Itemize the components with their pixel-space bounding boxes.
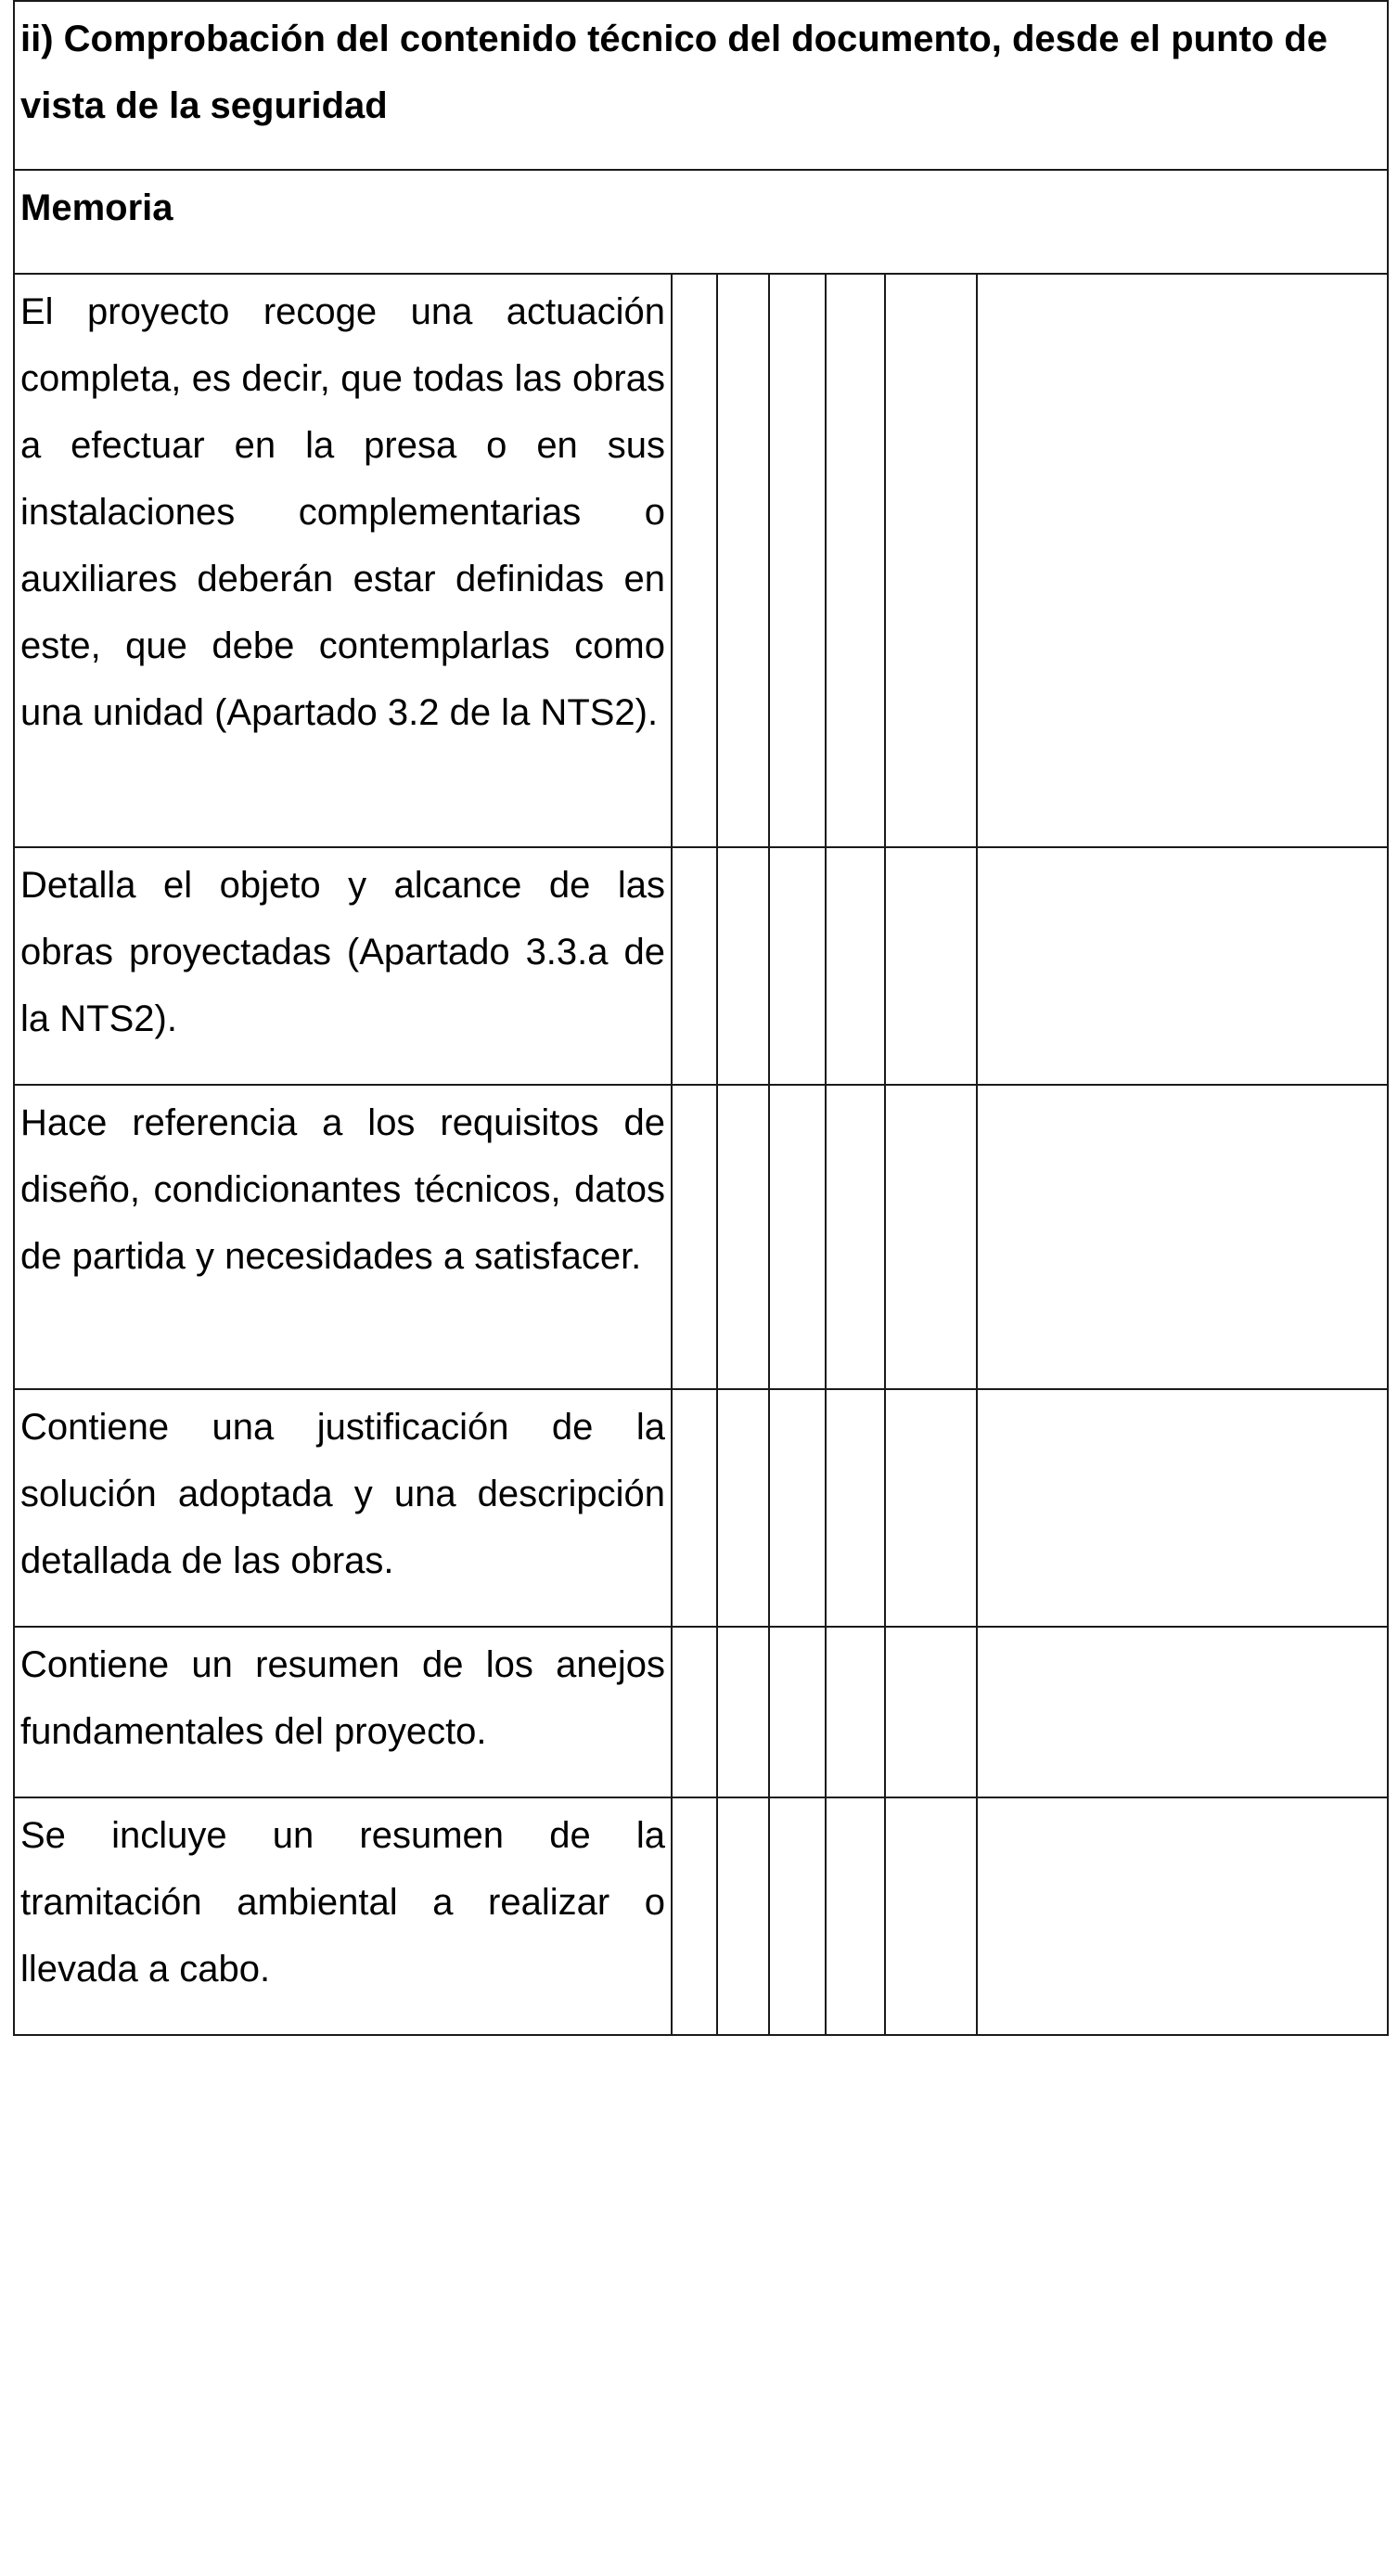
table-row [14,847,1388,1085]
check-cell-3[interactable] [769,274,826,847]
check-cell-5[interactable] [885,1797,977,2035]
check-cell-2[interactable] [717,1627,769,1797]
table-row [14,1797,1388,2035]
table-row [14,274,1388,847]
check-cell-1[interactable] [672,1627,717,1797]
check-cell-1[interactable] [672,274,717,847]
table-row [14,1389,1388,1627]
check-cell-1[interactable] [672,847,717,1085]
check-cell-4[interactable] [826,1627,885,1797]
table-row [14,1085,1388,1389]
check-cell-5[interactable] [885,274,977,847]
check-cell-4[interactable] [826,1085,885,1389]
check-cell-5[interactable] [885,1627,977,1797]
row-text: Se incluye un resumen de la tramitación ambiental a realizar o llevada a cabo. [14,1797,672,2035]
check-cell-1[interactable] [672,1797,717,2035]
check-cell-3[interactable] [769,847,826,1085]
row-text: Contiene un resumen de los anejos fundamentales del proyecto. [14,1627,672,1797]
check-cell-3[interactable] [769,1627,826,1797]
observations-cell[interactable] [977,1627,1388,1797]
row-text: El proyecto recoge una actuación completa, es decir, que todas las obras a efectuar en la presa o en sus instalaciones complementarias o auxiliares deberán estar definidas en este, que debe contemplarlas como una unidad (Apartado 3.2 de la NTS2). [14,274,672,847]
checklist-table [13,0,1389,2036]
observations-cell[interactable] [977,274,1388,847]
subsection-header-row [14,170,1388,274]
check-cell-1[interactable] [672,1085,717,1389]
row-text: Hace referencia a los requisitos de diseño, condicionantes técnicos, datos de partida y necesidades a satisfacer. [14,1085,672,1389]
table-row [14,1627,1388,1797]
check-cell-2[interactable] [717,1389,769,1627]
observations-cell[interactable] [977,1085,1388,1389]
check-cell-4[interactable] [826,274,885,847]
subsection-title: Memoria [14,170,1388,274]
check-cell-3[interactable] [769,1797,826,2035]
observations-cell[interactable] [977,847,1388,1085]
section-title: ii) Comprobación del contenido técnico del documento, desde el punto de vista de la seguridad [14,1,1388,170]
check-cell-2[interactable] [717,274,769,847]
check-cell-5[interactable] [885,847,977,1085]
section-header-row [14,1,1388,170]
check-cell-5[interactable] [885,1389,977,1627]
check-cell-4[interactable] [826,1797,885,2035]
row-text: Contiene una justificación de la solución adoptada y una descripción detallada de las obras. [14,1389,672,1627]
check-cell-4[interactable] [826,847,885,1085]
check-cell-1[interactable] [672,1389,717,1627]
check-cell-2[interactable] [717,1085,769,1389]
check-cell-3[interactable] [769,1389,826,1627]
check-cell-5[interactable] [885,1085,977,1389]
observations-cell[interactable] [977,1797,1388,2035]
row-text: Detalla el objeto y alcance de las obras proyectadas (Apartado 3.3.a de la NTS2). [14,847,672,1085]
observations-cell[interactable] [977,1389,1388,1627]
check-cell-2[interactable] [717,847,769,1085]
check-cell-2[interactable] [717,1797,769,2035]
check-cell-4[interactable] [826,1389,885,1627]
check-cell-3[interactable] [769,1085,826,1389]
